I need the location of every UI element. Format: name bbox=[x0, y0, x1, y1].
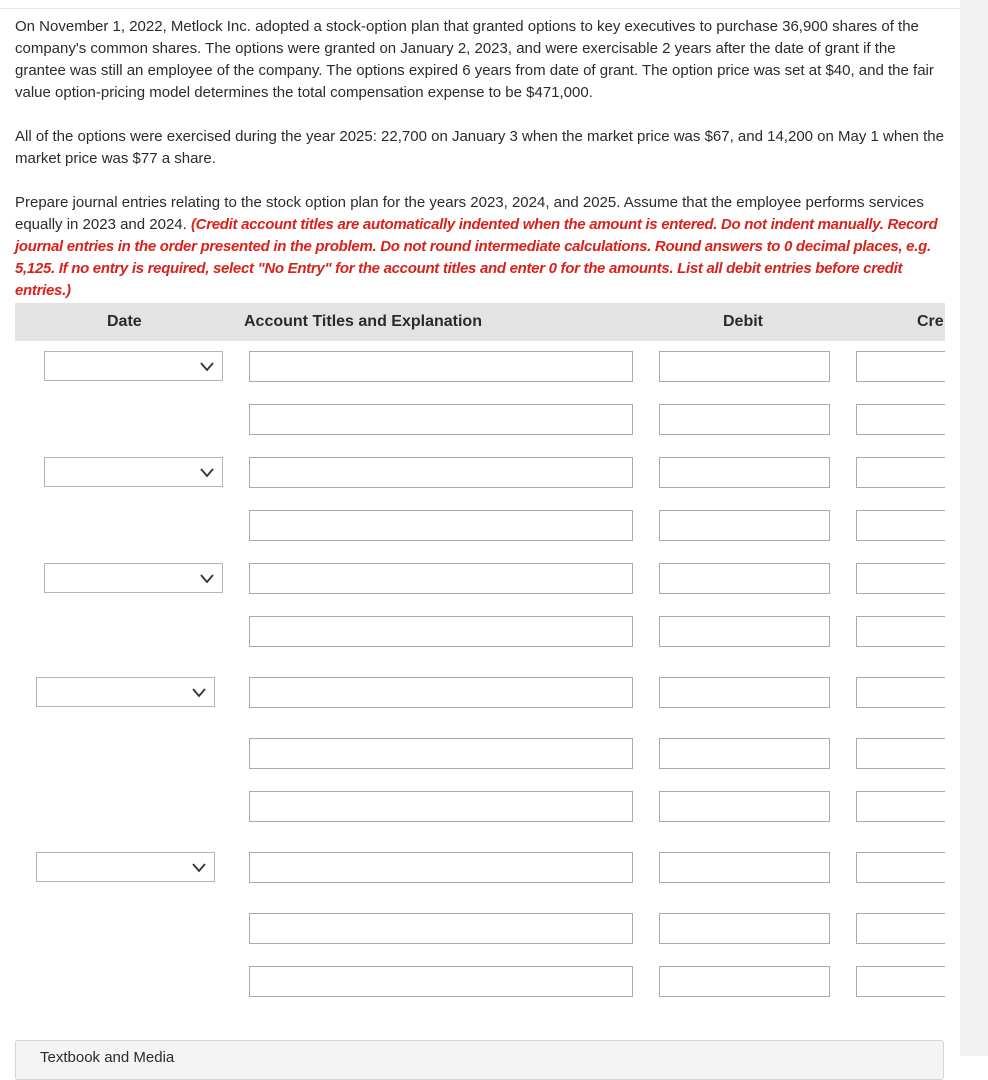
header-debit: Debit bbox=[723, 313, 763, 330]
credit-input-7[interactable] bbox=[856, 677, 945, 708]
credit-input-2[interactable] bbox=[856, 404, 945, 435]
debit-input-4[interactable] bbox=[659, 510, 830, 541]
problem-paragraph-1: On November 1, 2022, Metlock Inc. adopted a stock-option plan that granted options to key executives to purchase 36,900 shares of the company's common shares. The options were granted on January 2, 2023, and were exercisable 2 years after the date of grant if the grantee was still an employee of the company. The options expired 6 years from date of grant. The option price was set at $40, and the fair value option-pricing model determines the total compensation expense to be $471,000. bbox=[15, 18, 934, 101]
debit-input-10[interactable] bbox=[659, 852, 830, 883]
credit-input-5[interactable] bbox=[856, 563, 945, 594]
debit-input-6[interactable] bbox=[659, 616, 830, 647]
debit-input-7[interactable] bbox=[659, 677, 830, 708]
account-input-2[interactable] bbox=[249, 404, 633, 435]
date-select-1[interactable] bbox=[44, 351, 223, 381]
credit-input-1[interactable] bbox=[856, 351, 945, 382]
date-select-4[interactable] bbox=[36, 677, 215, 707]
table-header bbox=[15, 303, 945, 341]
chevron-down-icon bbox=[191, 860, 207, 874]
credit-input-6[interactable] bbox=[856, 616, 945, 647]
account-input-10[interactable] bbox=[249, 852, 633, 883]
account-input-3[interactable] bbox=[249, 457, 633, 488]
debit-input-5[interactable] bbox=[659, 563, 830, 594]
date-select-5[interactable] bbox=[36, 852, 215, 882]
problem-instructions bbox=[15, 192, 945, 302]
debit-input-1[interactable] bbox=[659, 351, 830, 382]
account-input-12[interactable] bbox=[249, 966, 633, 997]
account-input-8[interactable] bbox=[249, 738, 633, 769]
account-input-9[interactable] bbox=[249, 791, 633, 822]
account-input-4[interactable] bbox=[249, 510, 633, 541]
date-select-2[interactable] bbox=[44, 457, 223, 487]
credit-input-9[interactable] bbox=[856, 791, 945, 822]
account-input-7[interactable] bbox=[249, 677, 633, 708]
header-credit: Cre bbox=[917, 313, 944, 330]
textbook-media-label[interactable]: Textbook and Media bbox=[40, 1049, 175, 1066]
credit-input-12[interactable] bbox=[856, 966, 945, 997]
debit-input-11[interactable] bbox=[659, 913, 830, 944]
problem-paragraph-2: All of the options were exercised during the year 2025: 22,700 on January 3 when the market price was $67, and 14,200 on May 1 when the market price was $77 a share. bbox=[15, 128, 944, 167]
journal-entry-table bbox=[15, 303, 945, 1063]
account-input-11[interactable] bbox=[249, 913, 633, 944]
credit-input-8[interactable] bbox=[856, 738, 945, 769]
credit-input-11[interactable] bbox=[856, 913, 945, 944]
credit-input-3[interactable] bbox=[856, 457, 945, 488]
chevron-down-icon bbox=[199, 359, 215, 373]
chevron-down-icon bbox=[191, 685, 207, 699]
chevron-down-icon bbox=[199, 571, 215, 585]
debit-input-9[interactable] bbox=[659, 791, 830, 822]
debit-input-2[interactable] bbox=[659, 404, 830, 435]
account-input-1[interactable] bbox=[249, 351, 633, 382]
debit-input-3[interactable] bbox=[659, 457, 830, 488]
account-input-5[interactable] bbox=[249, 563, 633, 594]
debit-input-8[interactable] bbox=[659, 738, 830, 769]
date-select-3[interactable] bbox=[44, 563, 223, 593]
chevron-down-icon bbox=[199, 465, 215, 479]
instructions-text: Prepare journal entries relating to the stock option plan for the years 2023, 2024, and 2025. Assume that the employee performs services equally in 2023 and 2024. bbox=[15, 194, 924, 233]
header-account: Account Titles and Explanation bbox=[244, 313, 482, 330]
credit-input-4[interactable] bbox=[856, 510, 945, 541]
scroll-gutter[interactable] bbox=[960, 0, 988, 1056]
instructions-note: (Credit account titles are automatically indented when the amount is entered. Do not indent manually. Record journal entries in the order presented in the problem. Do not round intermediate calculations. Round answers to 0 decimal places, e.g. 5,125. If no entry is required, select "No Entry" for the account titles and enter 0 for the amounts. List all debit entries before credit entries.) bbox=[15, 216, 938, 299]
credit-input-10[interactable] bbox=[856, 852, 945, 883]
top-divider bbox=[0, 0, 960, 9]
textbook-media-panel[interactable] bbox=[15, 1040, 944, 1080]
account-input-6[interactable] bbox=[249, 616, 633, 647]
debit-input-12[interactable] bbox=[659, 966, 830, 997]
header-date: Date bbox=[107, 313, 142, 330]
